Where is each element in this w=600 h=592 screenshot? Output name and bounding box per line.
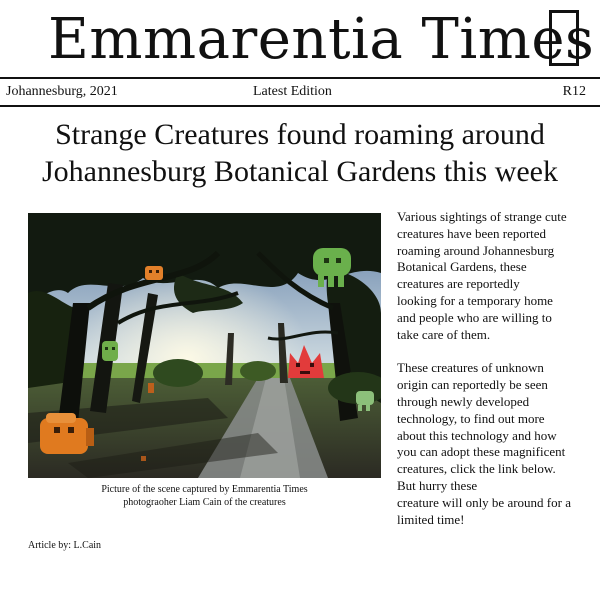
logo-box	[549, 10, 579, 66]
headline-line-2: Johannesburg Botanical Gardens this week	[42, 155, 558, 188]
caption-line-1: Picture of the scene captured by Emmarentia Times	[101, 484, 308, 495]
edition-label: Latest Edition	[253, 84, 332, 99]
masthead	[0, 0, 600, 76]
location-year: Johannesburg, 2021	[6, 84, 118, 99]
bottom-divider	[0, 105, 600, 107]
headline-line-1: Strange Creatures found roaming around	[55, 118, 545, 151]
green-ghost-creature	[102, 341, 118, 361]
article-body	[397, 209, 595, 528]
photo-caption	[28, 483, 381, 509]
caption-line-2: photograoher Liam Cain of the creatures	[123, 497, 286, 508]
article-paragraph-1: Various sightings of strange cute creatures have been reported roaming around Johannesburg Botanical Gardens, these creatures are reportedly looking for a temporary home and people who are willing to take care of them.	[397, 209, 567, 342]
price-label: R12	[562, 84, 586, 99]
garden-scene-illustration	[28, 213, 381, 478]
headline	[0, 116, 600, 190]
article-paragraph-2: These creatures of unknown origin can reportedly be seen through newly developed technology, to find out more about this technology and how you can adopt these magnificent creatures, click the link below. But hurry these creature will only be around for a limited time!	[397, 360, 571, 527]
info-bar	[0, 79, 600, 105]
garden-photo	[28, 213, 381, 478]
newspaper-title: Emmarentia Times	[48, 7, 595, 72]
article-byline: Article by: L.Cain	[28, 540, 102, 551]
small-orange-creature	[145, 266, 163, 280]
